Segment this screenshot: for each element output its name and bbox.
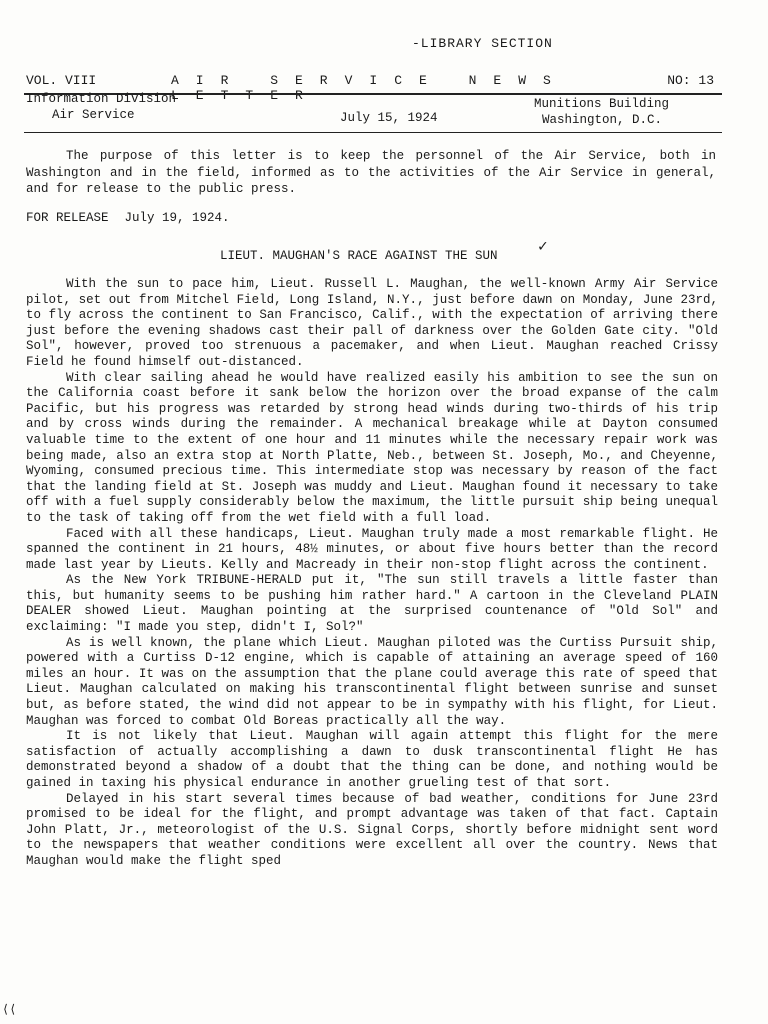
office-address <box>534 96 669 128</box>
publication-title: AIR SERVICE NEWS LETTER <box>171 73 568 103</box>
library-section-stamp: -LIBRARY SECTION <box>412 36 553 51</box>
address-line-1: Munitions Building <box>534 97 670 111</box>
purpose-statement: The purpose of this letter is to keep the personnel of the Air Service, both in Washington and in the field, informed as to the activities of the Air Service in general, and for release to the public press. <box>26 149 716 196</box>
paragraph: With clear sailing ahead he would have realized easily his ambition to see the sun on the California coast before it sank below the horizon over the broad expanse of the calm Pacific, but his progress was retarded by strong head winds during two-thirds of his trip and by cross winds during the remainder. A mechanical breakage while at Dayton consumed valuable time to the extent of one hour and 11 minutes while the necessary repair work was being made, also an extra stop at North Platte, Neb., between St. Joseph, Mo., and Cheyenne, Wyoming, consumed precious time. This intermediate stop was necessary by reason of the fact that the landing field at St. Joseph was muddy and Lieut. Maughan found it necessary to take off with a fuel supply considerably below the maximum, the little pursuit ship being unequal to the task of taking off from the wet field with a full load. <box>26 370 718 525</box>
paragraph: As the New York TRIBUNE-HERALD put it, "The sun still travels a little faster than this, but humanity seems to be pushing him rather hard." A cartoon in the Cleveland PLAIN DEALER showed Lieut. Maughan pointing at the surprised countenance of "Old Sol" and exclaiming: "I made you step, didn't I, Sol?" <box>26 573 718 635</box>
paragraph: Faced with all these handicaps, Lieut. Maughan truly made a most remarkable flight. He spanned the continent in 21 hours, 48½ minutes, or about five hours better than the record made last year by Lieuts. Kelly and Macready in their non-stop flight across the continent. <box>26 526 718 572</box>
release-date: July 19, 1924. <box>124 211 230 225</box>
paragraph: It is not likely that Lieut. Maughan will again attempt this flight for the mere satisfaction of actually accomplishing a dawn to dusk transcontinental flight He has demonstrated beyond a shadow of a doubt that the thing can be done, and nothing would be gained in taxing his physical endurance in another grueling test of that sort. <box>26 729 718 790</box>
release-label: FOR RELEASE <box>26 211 109 225</box>
org-line-1: Information Division <box>26 92 177 106</box>
paragraph: Delayed in his start several times because of bad weather, conditions for June 23rd promised to be ideal for the flight, and prompt advantage was taken of that fact. Captain John Platt, Jr., meteorologist of the U.S. Signal Corps, shortly before midnight sent word to the newspapers that weather conditions were excellent all over the country. News that Maughan would make the flight sped <box>26 791 718 868</box>
issue-number: NO: 13 <box>667 73 714 88</box>
org-line-2: Air Service <box>52 108 135 122</box>
margin-mark-icon: ⟨⟨ <box>2 1003 17 1017</box>
article-headline: LIEUT. MAUGHAN'S RACE AGAINST THE SUN <box>220 249 498 263</box>
paragraph: With the sun to pace him, Lieut. Russell L. Maughan, the well-known Army Air Service pilot, set out from Mitchel Field, Long Island, N.Y., just before dawn on Monday, June 23rd, to fly across the continent to San Francisco, Calif., with the expectation of arriving there just before the evening shadows cast their pall of darkness over the Golden Gate city. "Old Sol", however, proved too strenuous a pacemaker, and when Lieut. Maughan reached Crissy Field he found himself out-distanced. <box>26 277 718 369</box>
volume-number: VOL. VIII <box>26 73 97 88</box>
header-rule-bottom <box>24 132 722 133</box>
issue-date: July 15, 1924 <box>340 111 438 125</box>
address-line-2: Washington, D.C. <box>542 113 663 127</box>
issuing-office <box>26 91 176 123</box>
checkmark-icon: ✓ <box>538 238 548 256</box>
release-line <box>26 211 230 225</box>
article-body <box>26 277 718 870</box>
paragraph: As is well known, the plane which Lieut. Maughan piloted was the Curtiss Pursuit ship, powered with a Curtiss D-12 engine, which is capable of attaining an average speed of 160 miles an hour. It was on the assumption that the plane could average this rate of speed that Lieut. Maughan calculated on making his transcontinental flight between sunrise and sunset but, as before stated, the wind did not appear to be in sympathy with his flight, for Lieut. Maughan was forced to combat Old Boreas practically all the way. <box>26 635 718 728</box>
